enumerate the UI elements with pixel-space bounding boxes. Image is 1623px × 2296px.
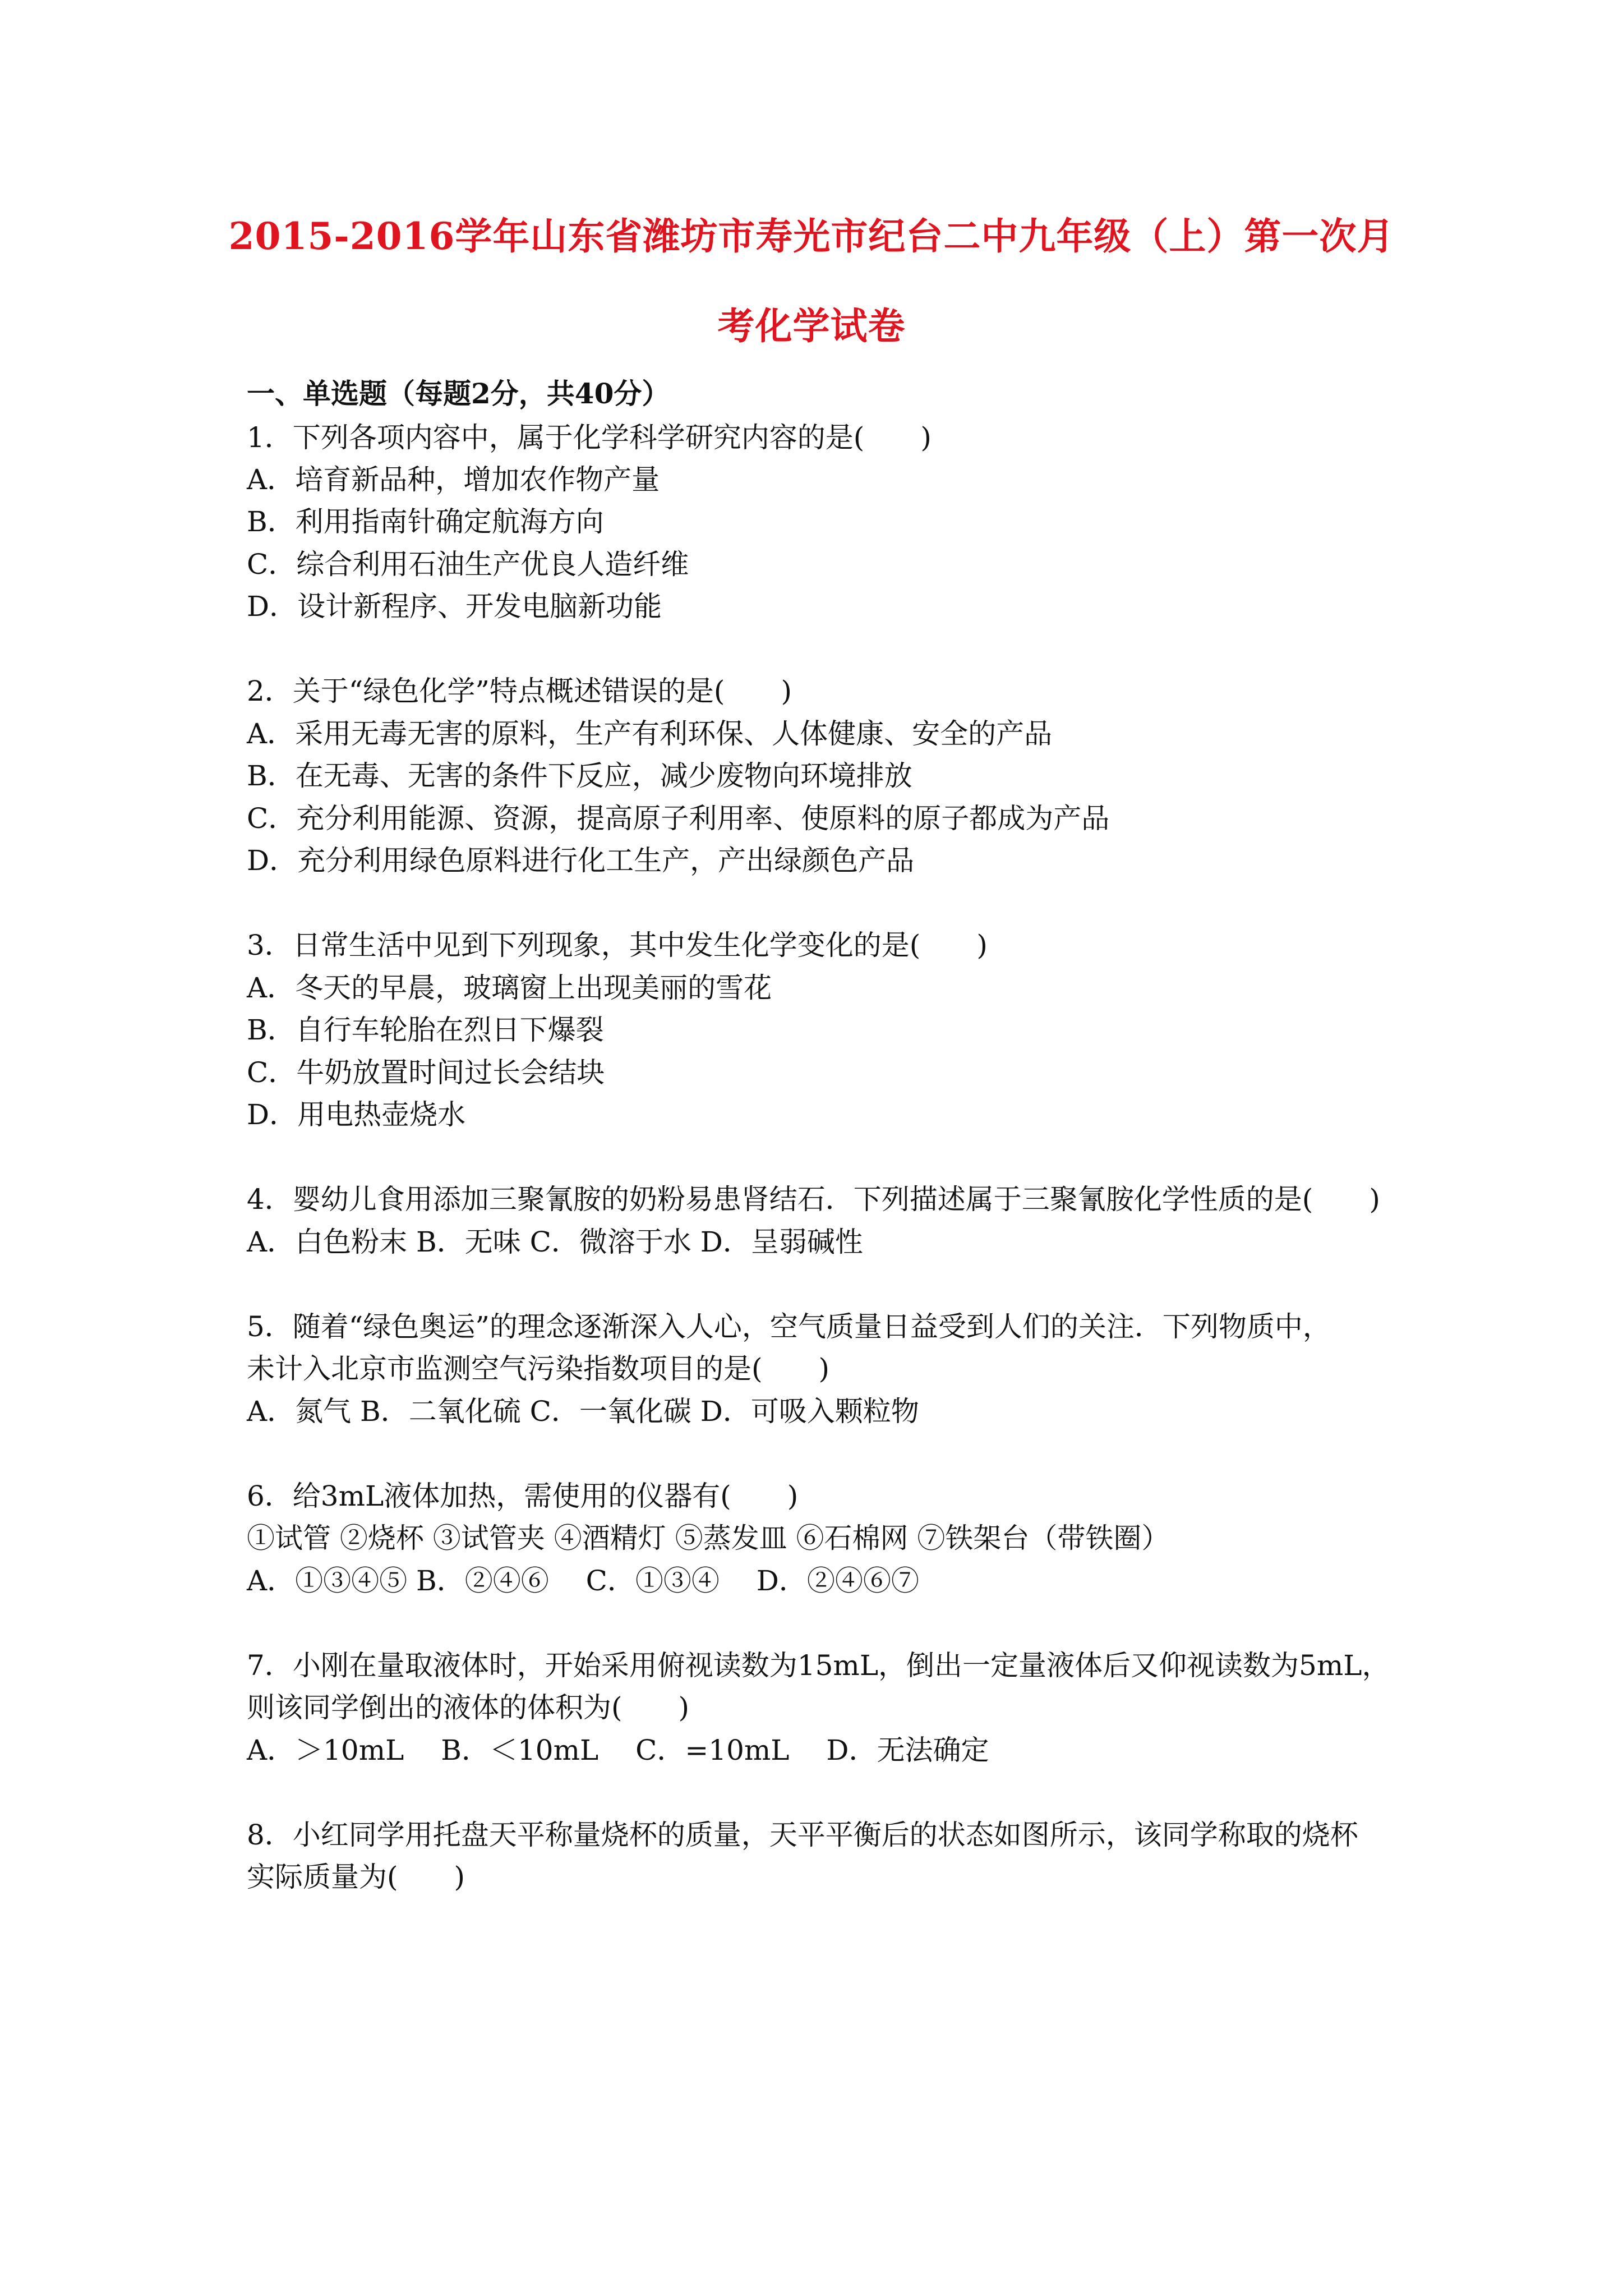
question-2-option-d: D．充分利用绿色原料进行化工生产，产出绿颜色产品 (247, 844, 915, 877)
question-6-stem: 6．给3mL液体加热，需使用的仪器有( ) (247, 1480, 799, 1512)
question-6-options: A．①③④⑤ B．②④⑥ C．①③④ D．②④⑥⑦ (247, 1565, 919, 1597)
question-3-option-b: B．自行车轮胎在烈日下爆裂 (247, 1014, 604, 1046)
question-1-option-d: D．设计新程序、开发电脑新功能 (247, 590, 662, 623)
question-2-option-a: A．采用无毒无害的原料，生产有利环保、人体健康、安全的产品 (247, 717, 1053, 750)
question-3-stem: 3．日常生活中见到下列现象，其中发生化学变化的是( ) (247, 929, 988, 961)
question-5-stem: 5．随着“绿色奥运”的理念逐渐深入人心，空气质量日益受到人们的关注．下列物质中， (247, 1310, 1331, 1343)
question-4-options: A．白色粉末 B．无味 C．微溶于水 D．呈弱碱性 (247, 1226, 863, 1258)
question-7-stem-cont: 则该同学倒出的液体的体积为( ) (247, 1691, 690, 1724)
question-4-stem: 4．婴幼儿食用添加三聚氰胺的奶粉易患肾结石．下列描述属于三聚氰胺化学性质的是( ) (247, 1183, 1380, 1216)
question-3-option-d: D．用电热壶烧水 (247, 1098, 466, 1131)
question-7-options: A．＞10mL B．＜10mL C．=10mL D．无法确定 (247, 1734, 989, 1766)
section-heading: 一、单选题（每题2分，共40分） (247, 377, 670, 410)
question-1-stem: 1．下列各项内容中，属于化学科学研究内容的是( ) (247, 421, 932, 454)
exam-title-line1: 2015-2016学年山东省潍坊市寿光市纪台二中九年级（上）第一次月 (228, 214, 1395, 258)
question-1-option-a: A．培育新品种，增加农作物产量 (247, 463, 660, 496)
question-1-option-b: B．利用指南针确定航海方向 (247, 505, 604, 538)
question-5-options: A．氮气 B．二氧化硫 C．一氧化碳 D．可吸入颗粒物 (247, 1395, 919, 1428)
question-1-option-c: C．综合利用石油生产优良人造纤维 (247, 548, 689, 581)
question-2-option-b: B．在无毒、无害的条件下反应，减少废物向环境排放 (247, 760, 912, 792)
question-5-stem-cont: 未计入北京市监测空气污染指数项目的是( ) (247, 1352, 830, 1385)
question-3-option-c: C．牛奶放置时间过长会结块 (247, 1056, 605, 1089)
question-8-stem: 8．小红同学用托盘天平称量烧杯的质量，天平平衡后的状态如图所示，该同学称取的烧杯 (247, 1819, 1358, 1851)
question-2-stem: 2．关于“绿色化学”特点概述错误的是( ) (247, 675, 792, 707)
question-2-option-c: C．充分利用能源、资源，提高原子利用率、使原料的原子都成为产品 (247, 802, 1110, 835)
question-7-stem: 7．小刚在量取液体时，开始采用俯视读数为15mL，倒出一定量液体后又仰视读数为5mL， (247, 1649, 1390, 1682)
exam-title-line2: 考化学试卷 (717, 304, 906, 348)
question-6-instruments: ①试管 ②烧杯 ③试管夹 ④酒精灯 ⑤蒸发皿 ⑥石棉网 ⑦铁架台（带铁圈） (247, 1522, 1170, 1554)
question-8-stem-cont: 实际质量为( ) (247, 1861, 465, 1893)
question-3-option-a: A．冬天的早晨，玻璃窗上出现美丽的雪花 (247, 972, 772, 1004)
